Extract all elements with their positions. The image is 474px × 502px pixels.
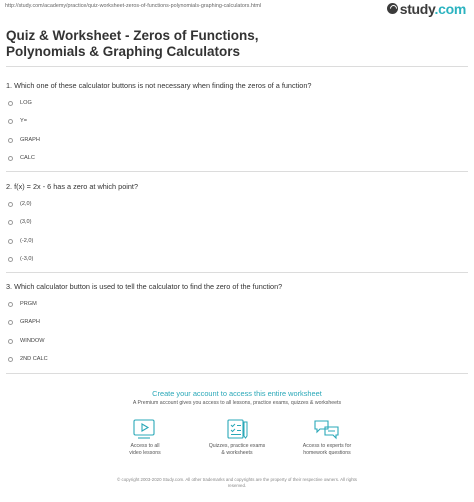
cta-subtitle: A Premium account gives you access to all lessons, practice exams, quizzes & worksheets [132,400,342,406]
radio-button[interactable] [8,257,13,262]
answer-option[interactable] [8,136,40,144]
chat-bubbles-icon [313,418,341,440]
answer-label: GRAPH [20,319,40,325]
logo-wordmark: study [399,0,435,17]
question-1: 1. Which one of these calculator buttons is not necessary when finding the zeros of a function? [6,81,312,90]
answer-label: (-2,0) [20,238,34,244]
radio-button[interactable] [8,339,13,344]
answer-label: CALC [20,155,35,161]
answer-option[interactable] [8,255,33,263]
answer-option[interactable] [8,337,45,345]
answer-label: LOG [20,100,32,106]
feature-video-lessons [100,418,190,456]
page-url[interactable]: http://study.com/academy/practice/quiz-worksheet-zeros-of-functions-polynomials-graphing-calculators.html [5,3,262,9]
copyright-line1: © copyright 2003-2020 Study.com. All other trademarks and copyrights are the property of their respective owners. All rights [117,477,357,482]
feature-label-line1: Access to experts for [302,443,352,449]
study-logo-icon [387,3,398,14]
answer-label: (-3,0) [20,256,34,262]
video-lesson-icon [132,418,158,440]
answer-option[interactable] [8,99,32,107]
copyright-notice [92,477,382,489]
feature-label-line1: Access to all [130,443,160,449]
radio-button[interactable] [8,220,13,225]
radio-button[interactable] [8,357,13,362]
answer-option[interactable] [8,300,37,308]
answer-option[interactable] [8,237,33,245]
question-3: 3. Which calculator button is used to tell the calculator to find the zero of the function? [6,282,283,291]
top-bar [0,0,474,16]
radio-button[interactable] [8,101,13,106]
feature-label-line2: video lessons [129,449,161,456]
answer-label: (3,0) [20,219,32,225]
answer-label: PRGM [20,301,37,307]
answer-label: WINDOW [20,338,45,344]
cta-title[interactable]: Create your account to access this entire worksheet [152,389,322,398]
study-logo[interactable] [387,2,466,15]
answer-option[interactable] [8,200,32,208]
radio-button[interactable] [8,156,13,161]
divider [6,66,468,67]
answer-label: Y= [20,118,27,124]
question-2: 2. f(x) = 2x - 6 has a zero at which point? [6,182,139,191]
feature-experts [282,418,372,456]
divider [6,171,468,172]
radio-button[interactable] [8,202,13,207]
divider [6,373,468,374]
feature-label-line1: Quizzes, practice exams [208,443,266,449]
answer-label: GRAPH [20,137,40,143]
radio-button[interactable] [8,320,13,325]
answer-label: (2,0) [20,201,32,207]
radio-button[interactable] [8,239,13,244]
answer-option[interactable] [8,218,32,226]
divider [6,272,468,273]
feature-label-line2: homework questions [303,449,351,456]
checklist-icon [224,418,250,440]
answer-option[interactable] [8,117,27,125]
answer-option[interactable] [8,355,48,363]
radio-button[interactable] [8,138,13,143]
answer-option[interactable] [8,318,40,326]
answer-option[interactable] [8,154,35,162]
copyright-line2: reserved. [227,483,247,488]
feature-quizzes [192,418,282,456]
logo-suffix: .com [434,0,466,17]
radio-button[interactable] [8,119,13,124]
feature-label-line2: & worksheets [221,449,253,456]
radio-button[interactable] [8,302,13,307]
page-title: Quiz & Worksheet - Zeros of Functions, Polynomials & Graphing Calculators [6,28,259,59]
answer-label: 2ND CALC [20,356,48,362]
